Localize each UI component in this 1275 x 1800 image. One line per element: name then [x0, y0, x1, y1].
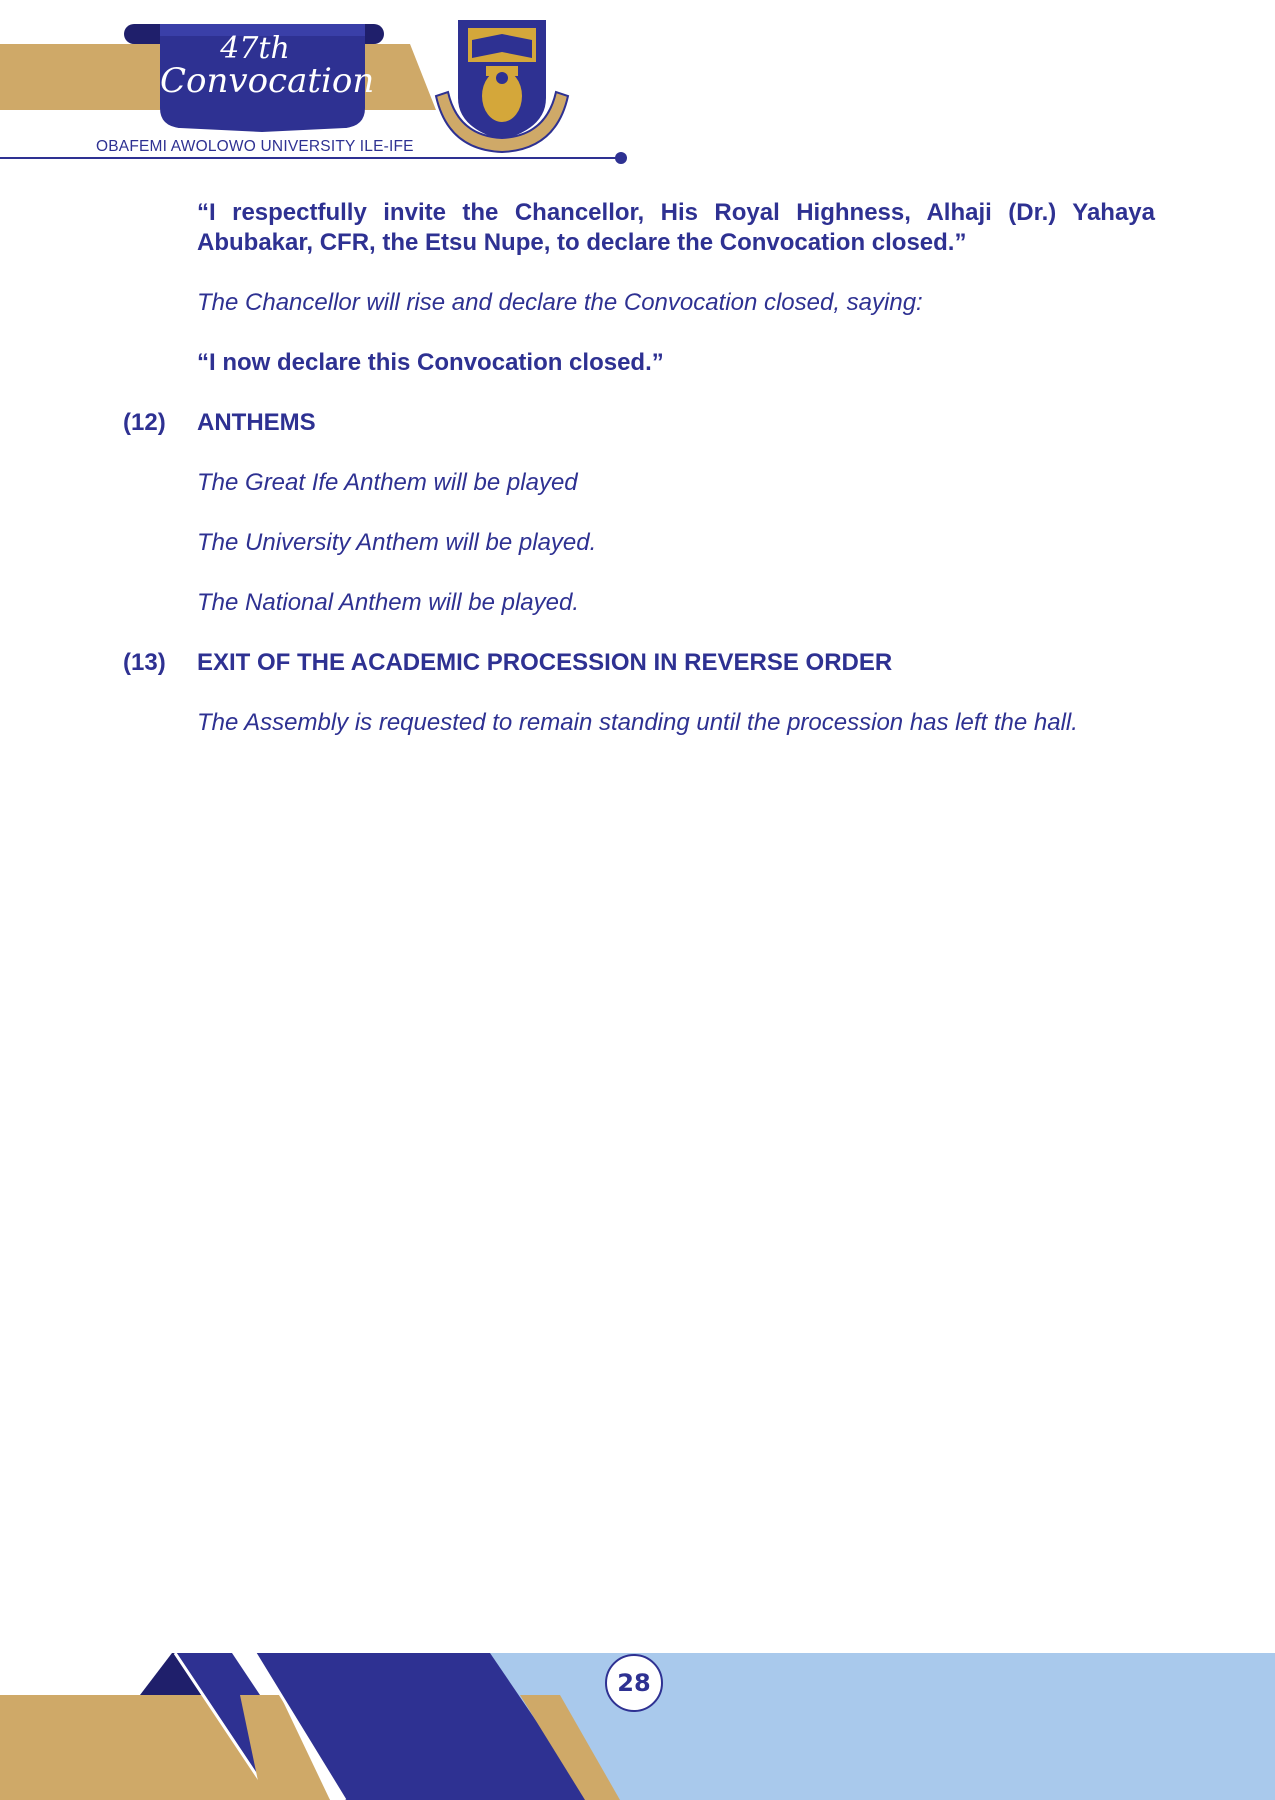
convocation-ribbon	[160, 31, 375, 101]
anthem-line: The University Anthem will be played.	[197, 529, 597, 556]
ribbon-word: Convocation	[160, 61, 375, 101]
ribbon-number: 47th	[220, 31, 290, 66]
chancellor-instruction: The Chancellor will rise and declare the Convocation closed, saying:	[197, 289, 923, 316]
declare-quote: “I now declare this Convocation closed.”	[197, 349, 664, 376]
university-crest-icon	[436, 20, 568, 152]
anthem-line: The Great Ife Anthem will be played	[197, 469, 578, 496]
invite-quote: “I respectfully invite the Chancellor, His Royal Highness, Alhaji (Dr.) Yahaya Abubakar, CFR, the Etsu Nupe, to declare the Convocation closed.”	[197, 199, 1155, 256]
university-name: OBAFEMI AWOLOWO UNIVERSITY ILE-IFE	[96, 138, 414, 155]
section-number: (13)	[123, 649, 166, 676]
exit-instruction: The Assembly is requested to remain standing until the procession has left the hall.	[197, 709, 1078, 736]
section-heading-anthems: ANTHEMS	[197, 409, 316, 436]
section-heading-exit: EXIT OF THE ACADEMIC PROCESSION IN REVERSE ORDER	[197, 649, 893, 676]
section-number: (12)	[123, 409, 166, 436]
anthem-line: The National Anthem will be played.	[197, 589, 579, 616]
page-number: 28	[605, 1654, 663, 1712]
page-header	[0, 0, 640, 175]
